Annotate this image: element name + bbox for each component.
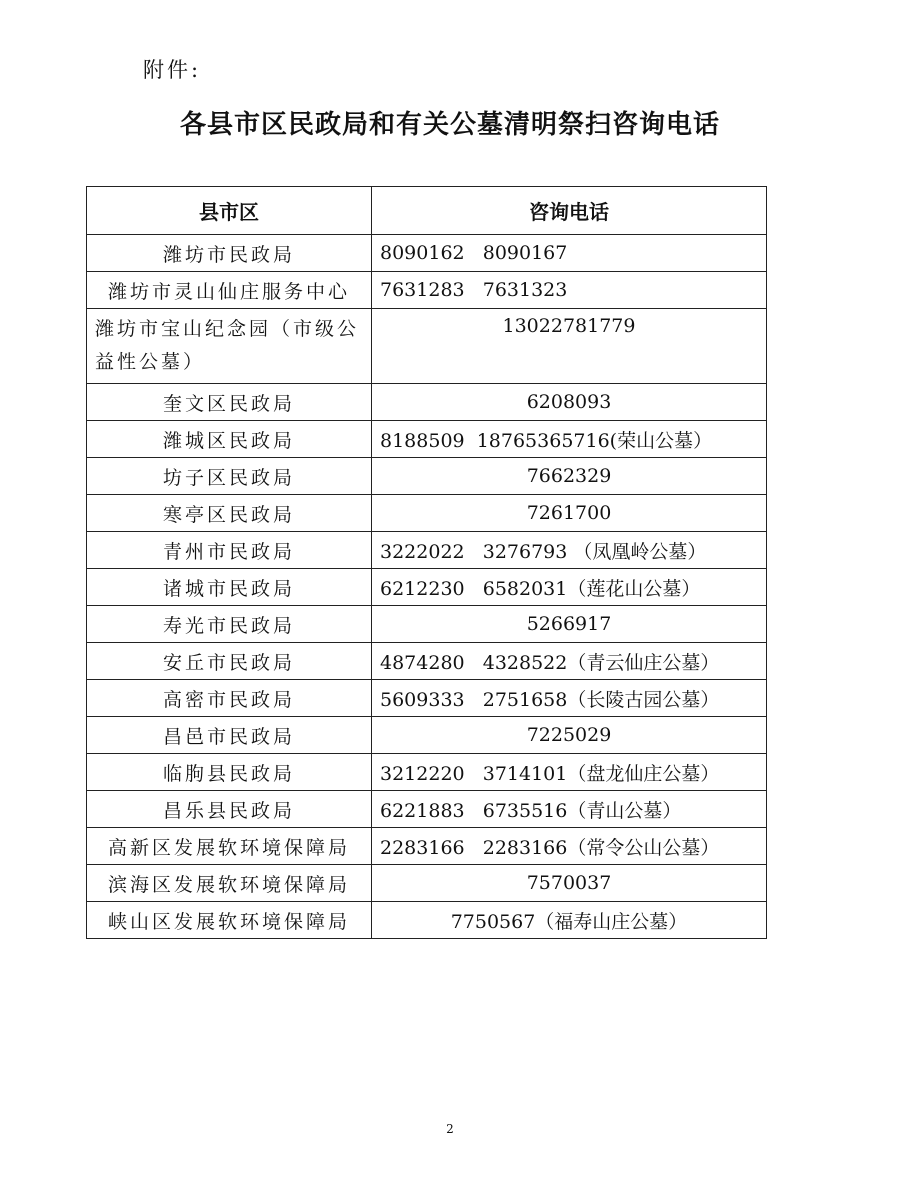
table-row xyxy=(87,754,767,791)
district-name: 昌邑市民政局 xyxy=(87,717,372,754)
phone-number: 2283166 2283166（常令公山公墓） xyxy=(372,828,767,865)
table-row xyxy=(87,532,767,569)
district-name: 寒亭区民政局 xyxy=(87,495,372,532)
district-name: 潍城区民政局 xyxy=(87,421,372,458)
phone-number: 6212230 6582031（莲花山公墓） xyxy=(372,569,767,606)
phone-number: 5266917 xyxy=(372,606,767,643)
district-name: 高新区发展软环境保障局 xyxy=(87,828,372,865)
district-name: 坊子区民政局 xyxy=(87,458,372,495)
table-row xyxy=(87,717,767,754)
table-row xyxy=(87,828,767,865)
district-name: 潍坊市宝山纪念园（市级公益性公墓） xyxy=(87,309,372,384)
district-name: 高密市民政局 xyxy=(87,680,372,717)
table-row xyxy=(87,902,767,939)
table-row xyxy=(87,569,767,606)
phone-number: 7750567（福寿山庄公墓） xyxy=(372,902,767,939)
table-row xyxy=(87,606,767,643)
table-row xyxy=(87,865,767,902)
phone-number: 13022781779 xyxy=(372,309,767,384)
district-name: 安丘市民政局 xyxy=(87,643,372,680)
phone-number: 7225029 xyxy=(372,717,767,754)
phone-number: 3212220 3714101（盘龙仙庄公墓） xyxy=(372,754,767,791)
phone-number: 8188509 18765365716(荣山公墓） xyxy=(372,421,767,458)
district-name: 潍坊市灵山仙庄服务中心 xyxy=(87,272,372,309)
table-row xyxy=(87,384,767,421)
table-header-row xyxy=(87,187,767,235)
phone-number: 7570037 xyxy=(372,865,767,902)
phone-number: 7662329 xyxy=(372,458,767,495)
phone-number: 6221883 6735516（青山公墓） xyxy=(372,791,767,828)
district-name: 滨海区发展软环境保障局 xyxy=(87,865,372,902)
phone-number: 5609333 2751658（长陵古园公墓） xyxy=(372,680,767,717)
table-row xyxy=(87,309,767,384)
phone-number: 6208093 xyxy=(372,384,767,421)
contact-table xyxy=(86,186,767,939)
district-name: 峡山区发展软环境保障局 xyxy=(87,902,372,939)
page-title: 各县市区民政局和有关公墓清明祭扫咨询电话 xyxy=(179,110,720,140)
phone-number: 7631283 7631323 xyxy=(372,272,767,309)
table-row xyxy=(87,235,767,272)
phone-number: 4874280 4328522（青云仙庄公墓） xyxy=(372,643,767,680)
district-name: 诸城市民政局 xyxy=(87,569,372,606)
district-name: 青州市民政局 xyxy=(87,532,372,569)
table-row xyxy=(87,791,767,828)
phone-number: 7261700 xyxy=(372,495,767,532)
header-district: 县市区 xyxy=(87,187,372,235)
district-name: 奎文区民政局 xyxy=(87,384,372,421)
district-name: 昌乐县民政局 xyxy=(87,791,372,828)
table-row xyxy=(87,495,767,532)
table-row xyxy=(87,458,767,495)
header-phone: 咨询电话 xyxy=(372,187,767,235)
phone-number: 8090162 8090167 xyxy=(372,235,767,272)
district-name: 寿光市民政局 xyxy=(87,606,372,643)
table-row xyxy=(87,643,767,680)
district-name: 潍坊市民政局 xyxy=(87,235,372,272)
table-row xyxy=(87,272,767,309)
page-number: 2 xyxy=(446,1122,454,1136)
table-row xyxy=(87,680,767,717)
attachment-label: 附件: xyxy=(143,58,202,82)
phone-number: 3222022 3276793 （凤凰岭公墓） xyxy=(372,532,767,569)
table-row xyxy=(87,421,767,458)
district-name: 临朐县民政局 xyxy=(87,754,372,791)
